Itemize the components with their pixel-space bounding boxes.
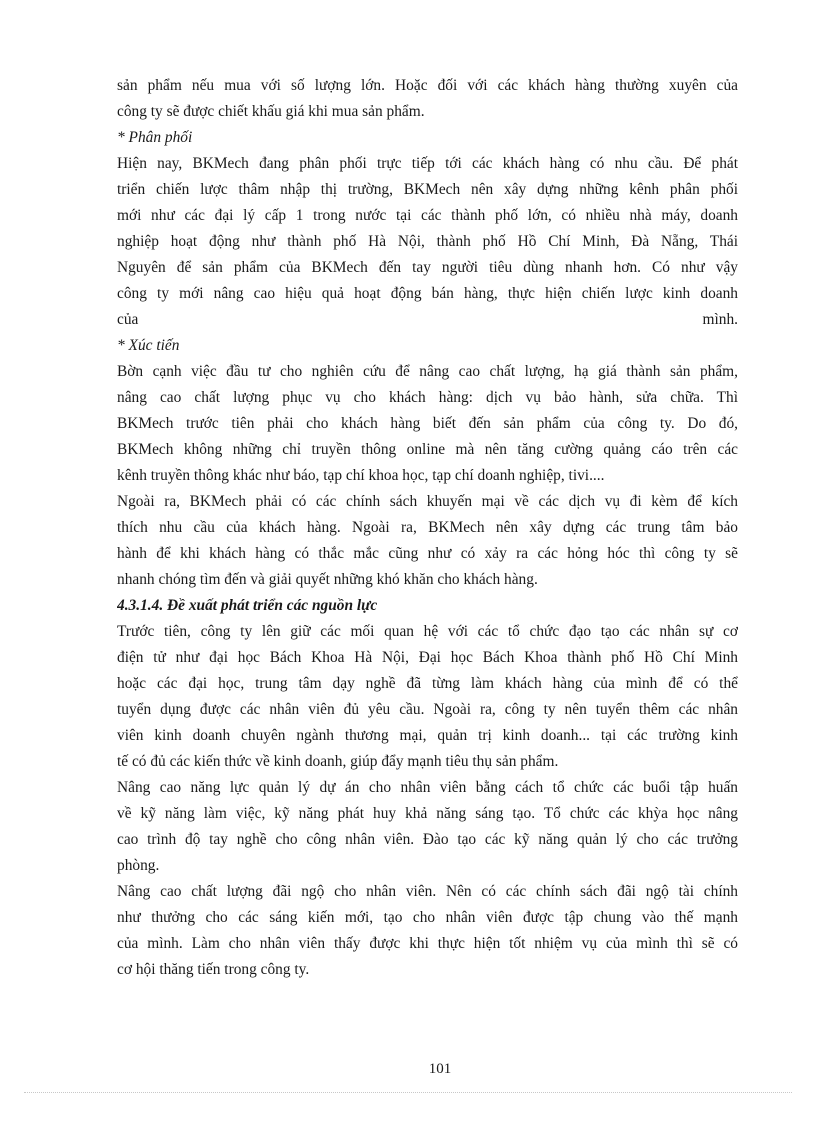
text-line: công ty sẽ được chiết khấu giá khi mua sản phẩm.	[117, 103, 425, 120]
text-line: Trước tiên, công ty lên giữ các mối quan hệ với các tổ chức đạo tạo các nhân sự cơ	[117, 623, 738, 640]
document-body	[117, 73, 738, 983]
text-line: Nâng cao năng lực quản lý dự án cho nhân viên bằng cách tổ chức các buổi tập huấn	[117, 779, 738, 796]
text-line: triển chiến lược thâm nhập thị trường, BKMech nên xây dựng những kênh phân phối	[117, 181, 738, 198]
text-line: Ngoài ra, BKMech phải có các chính sách khuyến mại về các dịch vụ đi kèm để kích	[117, 493, 738, 510]
section-label-phan-phoi: * Phân phối	[117, 129, 193, 146]
text-line: hoặc các đại học, trung tâm dạy nghề đã từng làm khách hàng của mình để có thể	[117, 675, 738, 692]
text-line: nghiệp hoạt động như thành phố Hà Nội, thành phố Hồ Chí Minh, Đà Nẵng, Thái	[117, 233, 738, 250]
text-line: Bờn cạnh việc đầu tư cho nghiên cứu để nâng cao chất lượng, hạ giá thành sản phẩm,	[117, 363, 738, 380]
text-line: mới như các đại lý cấp 1 trong nước tại các thành phố lớn, có nhiều nhà máy, doanh	[117, 207, 738, 224]
text-line: cơ hội thăng tiến trong công ty.	[117, 961, 310, 978]
text-line: viên kinh doanh chuyên ngành thương mại, quản trị kinh doanh... tại các trường kinh	[117, 727, 738, 744]
text-line: của mình.	[117, 311, 738, 328]
text-line: BKMech trước tiên phải cho khách hàng biết đến sản phẩm của công ty. Do đó,	[117, 415, 738, 432]
text-line: Nguyên để sản phẩm của BKMech đến tay người tiêu dùng nhanh hơn. Có như vậy	[117, 259, 738, 276]
text-line: Hiện nay, BKMech đang phân phối trực tiếp tới các khách hàng có nhu cầu. Để phát	[117, 155, 738, 172]
text-line: điện tử như đại học Bách Khoa Hà Nội, Đại học Bách Khoa thành phố Hồ Chí Minh	[117, 649, 738, 666]
text-line: cao trình độ tay nghề cho công nhân viên. Đào tạo các kỹ năng quản lý cho các trưởng	[117, 831, 738, 848]
text-line: thích nhu cầu của khách hàng. Ngoài ra, BKMech nên xây dựng các trung tâm bảo	[117, 519, 738, 536]
section-heading: 4.3.1.4. Đề xuất phát triển các nguồn lực	[117, 597, 378, 614]
text-line: Nâng cao chất lượng đãi ngộ cho nhân viên. Nên có các chính sách đãi ngộ tài chính	[117, 883, 738, 900]
text-line: BKMech không những chỉ truyền thông online mà nên tăng cường quảng cáo trên các	[117, 441, 738, 458]
text-line: sản phẩm nếu mua với số lượng lớn. Hoặc đối với các khách hàng thường xuyên của	[117, 77, 738, 94]
text-line: về kỹ năng làm việc, kỹ năng phát huy khả năng sáng tạo. Tổ chức các khỳa học nâng	[117, 805, 738, 822]
text-line: công ty mới nâng cao hiệu quả hoạt động bán hàng, thực hiện chiến lược kinh doanh	[117, 285, 738, 302]
text-line: tuyển dụng được các nhân viên đủ yêu cầu. Ngoài ra, công ty nên tuyển thêm các nhân	[117, 701, 738, 718]
text-line: như thưởng cho các sáng kiến mới, tạo cho nhân viên được tập chung vào thế mạnh	[117, 909, 738, 926]
text-line: kênh truyền thông khác như báo, tạp chí khoa học, tạp chí doanh nghiệp, tivi....	[117, 467, 605, 484]
text-line: tế có đủ các kiến thức về kinh doanh, giúp đẩy mạnh tiêu thụ sản phẩm.	[117, 753, 559, 770]
page-bottom-divider	[24, 1092, 792, 1093]
section-label-xuc-tien: * Xúc tiến	[117, 337, 180, 354]
page-number: 101	[428, 1061, 452, 1077]
text-line: nâng cao chất lượng phục vụ cho khách hàng: dịch vụ bảo hành, sửa chữa. Thì	[117, 389, 738, 406]
text-line: hành để khi khách hàng có thắc mắc cũng như có xảy ra các hỏng hóc thì công ty sẽ	[117, 545, 738, 562]
text-line: nhanh chóng tìm đến và giải quyết những khó khăn cho khách hàng.	[117, 571, 538, 588]
text-line: phòng.	[117, 857, 160, 874]
text-line: của mình. Làm cho nhân viên thấy được khi thực hiện tốt nhiệm vụ của mình thì sẽ có	[117, 935, 738, 952]
